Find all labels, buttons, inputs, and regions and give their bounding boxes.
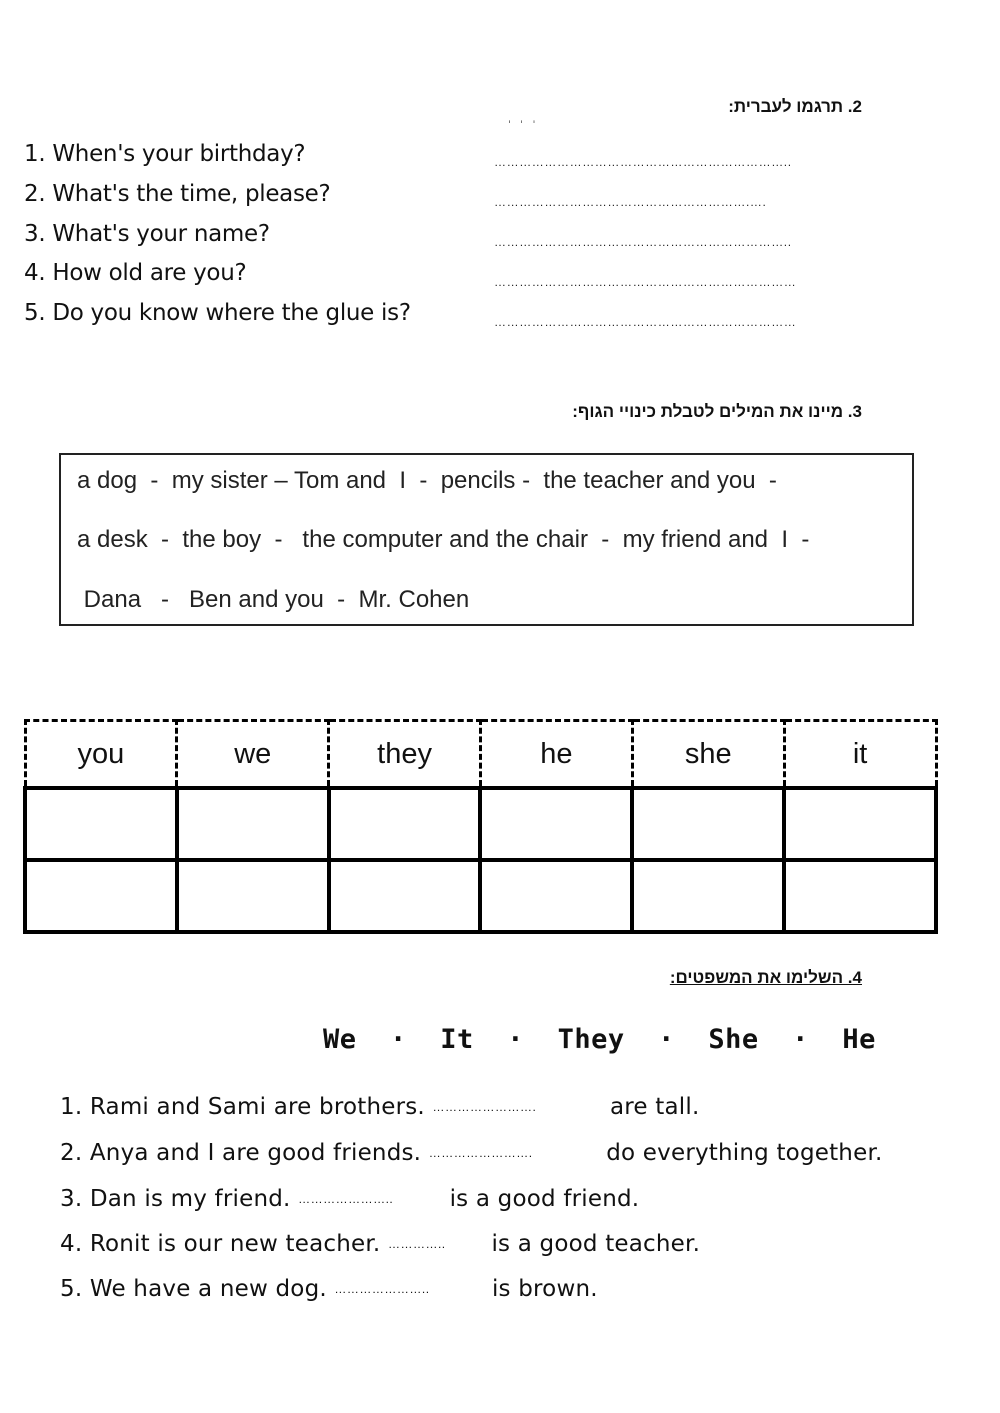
header-she: she <box>632 721 784 789</box>
question-3: 3. What's your name? <box>24 221 270 247</box>
sentence-1-end: are tall. <box>609 1094 700 1120</box>
sentence-2-start: 2. Anya and I are good friends. <box>60 1140 422 1166</box>
table-cell[interactable] <box>177 788 329 860</box>
table-cell[interactable] <box>480 860 632 932</box>
sentence-4-end: is a good teacher. <box>491 1231 701 1257</box>
header-you: you <box>25 721 177 789</box>
pronoun-table <box>23 719 938 934</box>
table-cell[interactable] <box>25 788 177 860</box>
section-3-title: 3. מיינו את המילים לטבלת כינויי הגוף: <box>572 402 862 421</box>
answer-line-4[interactable]: ……………………………………………………………… <box>494 275 797 287</box>
section-4-title: 4. השלימו את המשפטים: <box>669 968 862 987</box>
sentence-3 <box>60 1186 639 1212</box>
pronoun-choices: We · It · They · She · He <box>323 1024 876 1055</box>
scan-artifact: ˈ ˈ ˈ <box>508 120 536 131</box>
table-cell[interactable] <box>177 860 329 932</box>
header-they: they <box>329 721 481 789</box>
sentence-2-end: do everything together. <box>606 1140 883 1166</box>
table-cell[interactable] <box>329 788 481 860</box>
word-bank-line-2: a desk - the boy - the computer and the chair - my friend and I - <box>77 526 810 553</box>
sentence-3-blank[interactable]: ………………….. <box>298 1192 394 1206</box>
sentence-4-blank[interactable]: ………….. <box>387 1237 446 1251</box>
table-cell[interactable] <box>784 860 936 932</box>
word-bank-line-1: a dog - my sister – Tom and I - pencils - the teacher and you - <box>77 467 777 494</box>
sentence-4 <box>60 1231 700 1257</box>
word-bank-line-3: Dana - Ben and you - Mr. Cohen <box>77 586 470 613</box>
sentence-1-blank[interactable]: ……………………. <box>432 1100 537 1114</box>
sentence-5-blank[interactable]: ………………….. <box>334 1282 430 1296</box>
table-cell[interactable] <box>329 860 481 932</box>
header-we: we <box>177 721 329 789</box>
table-cell[interactable] <box>25 860 177 932</box>
sentence-3-start: 3. Dan is my friend. <box>60 1186 291 1212</box>
section-2-title: 2. תרגמו לעברית: <box>728 97 862 116</box>
sentence-2-blank[interactable]: ……………………. <box>428 1146 533 1160</box>
answer-line-3[interactable]: …………………………………………………………….. <box>494 235 792 247</box>
sentence-5-start: 5. We have a new dog. <box>60 1276 327 1302</box>
sentence-5 <box>60 1276 598 1302</box>
answer-line-2[interactable]: …………………………………………………….…. <box>494 195 767 207</box>
sentence-4-start: 4. Ronit is our new teacher. <box>60 1231 381 1257</box>
table-cell[interactable] <box>480 788 632 860</box>
answer-line-5[interactable]: ……………………………………………………………… <box>494 315 797 327</box>
sentence-1-start: 1. Rami and Sami are brothers. <box>60 1094 425 1120</box>
question-1: 1. When's your birthday? <box>24 141 306 167</box>
question-4: 4. How old are you? <box>24 260 247 286</box>
answer-line-1[interactable]: …………………………………………………………….. <box>494 155 792 167</box>
sentence-1 <box>60 1094 699 1120</box>
header-it: it <box>784 721 936 789</box>
sentence-2 <box>60 1140 883 1166</box>
table-cell[interactable] <box>632 788 784 860</box>
table-cell[interactable] <box>632 860 784 932</box>
sentence-5-end: is brown. <box>491 1276 598 1302</box>
word-bank-box <box>59 453 914 626</box>
sentence-3-end: is a good friend. <box>449 1186 640 1212</box>
question-2: 2. What's the time, please? <box>24 181 331 207</box>
header-he: he <box>480 721 632 789</box>
table-cell[interactable] <box>784 788 936 860</box>
question-5: 5. Do you know where the glue is? <box>24 300 411 326</box>
